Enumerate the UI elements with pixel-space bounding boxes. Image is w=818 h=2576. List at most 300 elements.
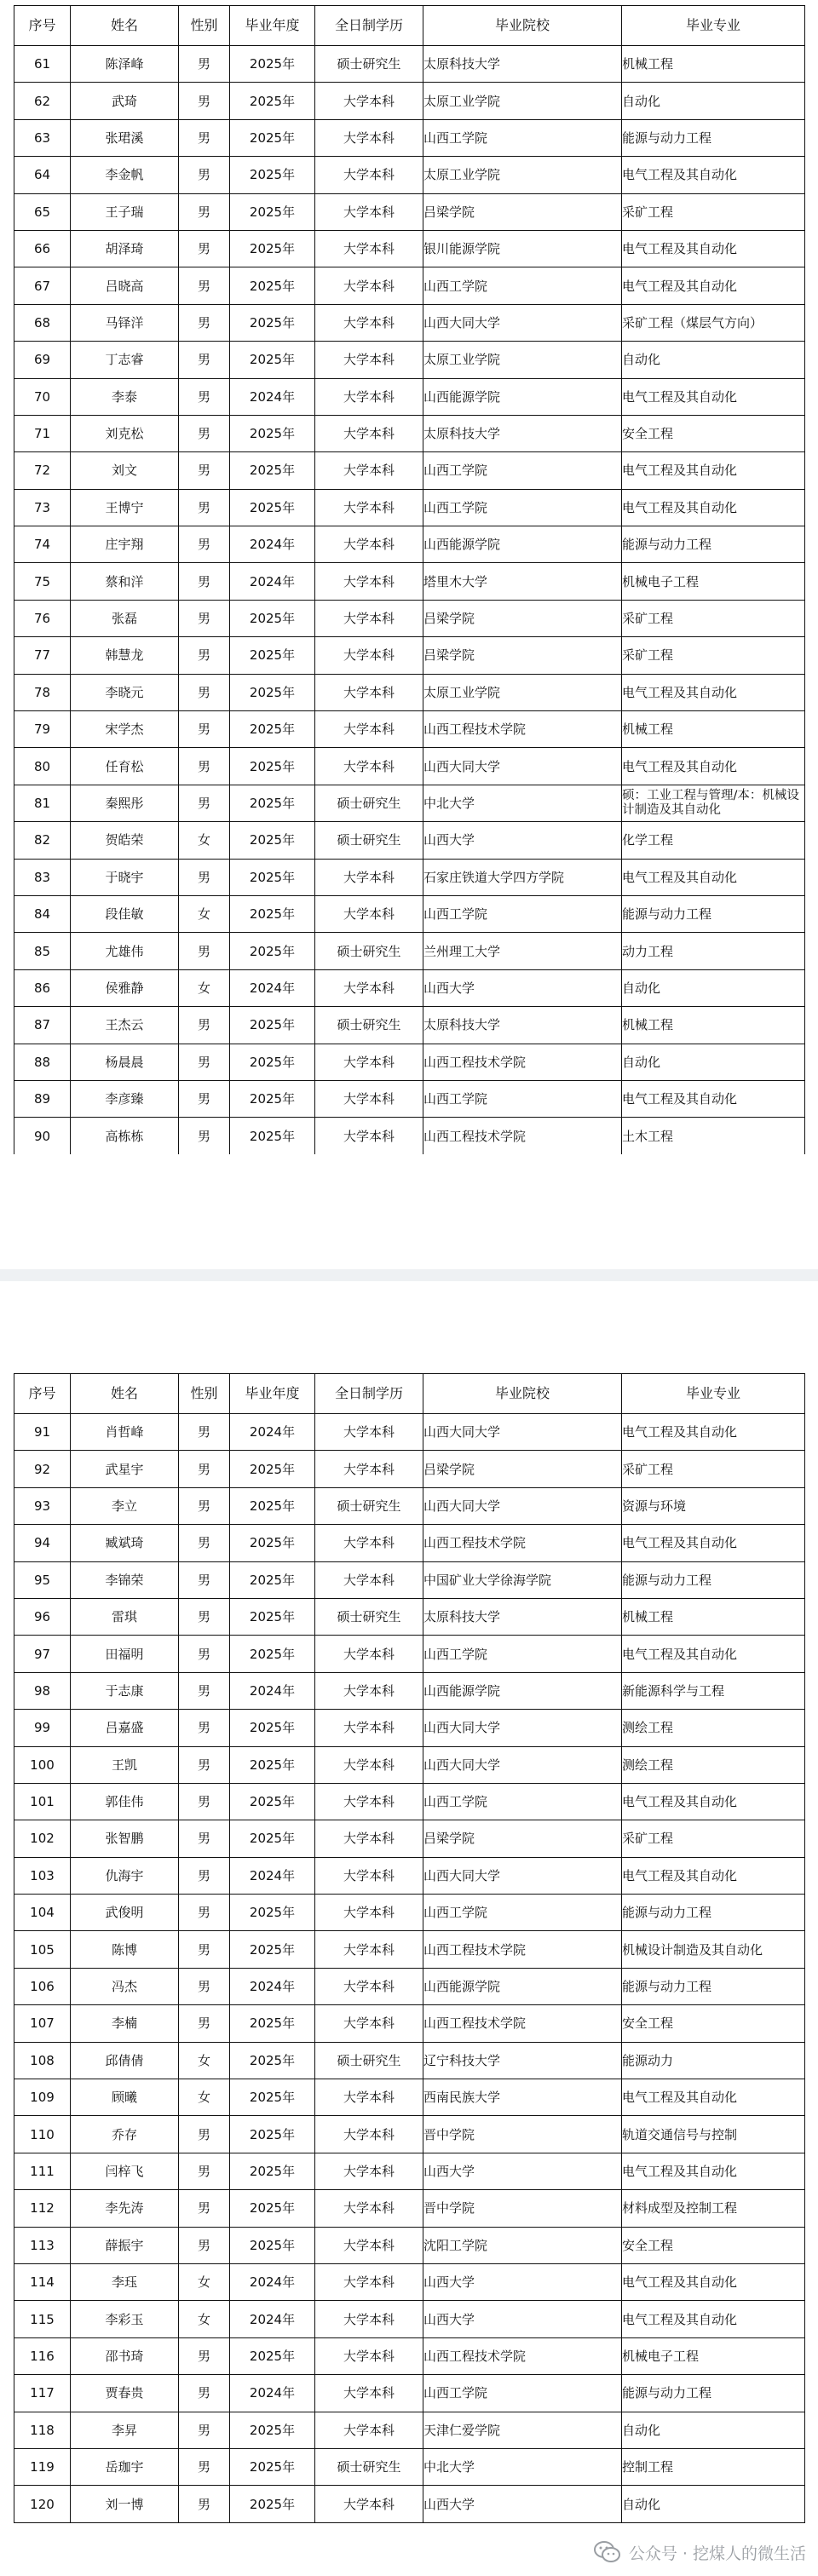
- cell-year: 2025年: [230, 2116, 315, 2153]
- cell-degree: 大学本科: [315, 1931, 423, 1968]
- cell-gender: 男: [179, 1118, 230, 1154]
- cell-school: 山西大同大学: [423, 304, 622, 341]
- cell-major: 机械工程: [622, 1007, 805, 1044]
- cell-name: 李锦荣: [71, 1561, 179, 1598]
- cell-gender: 男: [179, 378, 230, 415]
- cell-no: 71: [14, 415, 71, 451]
- cell-name: 邱倩倩: [71, 2042, 179, 2079]
- cell-gender: 男: [179, 230, 230, 267]
- cell-major: 电气工程及其自动化: [622, 2301, 805, 2337]
- cell-major: 电气工程及其自动化: [622, 859, 805, 895]
- cell-gender: 男: [179, 2190, 230, 2227]
- cell-no: 81: [14, 785, 71, 821]
- table-row: [14, 157, 805, 193]
- cell-year: 2025年: [230, 1525, 315, 1561]
- table-row: [14, 2079, 805, 2116]
- cell-gender: 男: [179, 304, 230, 341]
- table-row: [14, 2005, 805, 2042]
- cell-gender: 男: [179, 1710, 230, 1746]
- cell-gender: 男: [179, 2375, 230, 2412]
- table-row: [14, 230, 805, 267]
- cell-no: 92: [14, 1451, 71, 1487]
- cell-degree: 大学本科: [315, 1968, 423, 2004]
- cell-major: 电气工程及其自动化: [622, 748, 805, 785]
- cell-no: 107: [14, 2005, 71, 2042]
- cell-gender: 男: [179, 563, 230, 600]
- page-separator: [0, 1269, 818, 1281]
- cell-name: 任育松: [71, 748, 179, 785]
- table-row: [14, 1820, 805, 1857]
- cell-major: 电气工程及其自动化: [622, 267, 805, 304]
- cell-major: 采矿工程（煤层气方向）: [622, 304, 805, 341]
- cell-gender: 男: [179, 1672, 230, 1709]
- cell-school: 石家庄铁道大学四方学院: [423, 859, 622, 895]
- cell-gender: 女: [179, 895, 230, 932]
- cell-no: 84: [14, 895, 71, 932]
- cell-school: 山西大学: [423, 969, 622, 1006]
- cell-no: 78: [14, 674, 71, 710]
- cell-major: 测绘工程: [622, 1710, 805, 1746]
- cell-no: 69: [14, 342, 71, 378]
- cell-year: 2025年: [230, 2005, 315, 2042]
- cell-degree: 大学本科: [315, 2116, 423, 2153]
- cell-major: 电气工程及其自动化: [622, 452, 805, 489]
- cell-degree: 大学本科: [315, 1414, 423, 1451]
- cell-year: 2025年: [230, 1783, 315, 1820]
- cell-no: 65: [14, 193, 71, 230]
- cell-gender: 男: [179, 119, 230, 156]
- cell-degree: 大学本科: [315, 2375, 423, 2412]
- table-row: [14, 46, 805, 83]
- cell-school: 太原工业学院: [423, 674, 622, 710]
- cell-school: 山西大同大学: [423, 748, 622, 785]
- cell-name: 肖哲峰: [71, 1414, 179, 1451]
- cell-gender: 男: [179, 2227, 230, 2263]
- table-row: [14, 748, 805, 785]
- cell-school: 兰州理工大学: [423, 933, 622, 969]
- cell-major: 动力工程: [622, 933, 805, 969]
- cell-no: 63: [14, 119, 71, 156]
- table-row: [14, 1598, 805, 1635]
- cell-school: 吕梁学院: [423, 600, 622, 636]
- table-body: [14, 46, 805, 1155]
- cell-year: 2025年: [230, 933, 315, 969]
- cell-no: 110: [14, 2116, 71, 2153]
- cell-name: 吕嘉盛: [71, 1710, 179, 1746]
- cell-name: 侯雅静: [71, 969, 179, 1006]
- cell-major: 能源与动力工程: [622, 526, 805, 563]
- cell-year: 2024年: [230, 1414, 315, 1451]
- cell-degree: 大学本科: [315, 748, 423, 785]
- cell-degree: 大学本科: [315, 1895, 423, 1931]
- watermark: [593, 2537, 806, 2567]
- cell-degree: 硕士研究生: [315, 822, 423, 859]
- table-row: [14, 969, 805, 1006]
- cell-school: 山西大学: [423, 2263, 622, 2300]
- cell-year: 2025年: [230, 1007, 315, 1044]
- table-row: [14, 2301, 805, 2337]
- cell-school: 山西大学: [423, 822, 622, 859]
- cell-no: 119: [14, 2448, 71, 2485]
- cell-degree: 大学本科: [315, 83, 423, 119]
- cell-gender: 男: [179, 342, 230, 378]
- cell-gender: 男: [179, 785, 230, 821]
- cell-year: 2025年: [230, 859, 315, 895]
- cell-major: 机械工程: [622, 711, 805, 748]
- cell-year: 2024年: [230, 1857, 315, 1894]
- cell-gender: 男: [179, 1414, 230, 1451]
- cell-name: 韩慧龙: [71, 637, 179, 674]
- cell-year: 2024年: [230, 526, 315, 563]
- cell-gender: 女: [179, 969, 230, 1006]
- cell-degree: 硕士研究生: [315, 785, 423, 821]
- cell-no: 102: [14, 1820, 71, 1857]
- cell-school: 太原工业学院: [423, 342, 622, 378]
- cell-degree: 大学本科: [315, 2079, 423, 2116]
- cell-school: 吕梁学院: [423, 1451, 622, 1487]
- cell-school: 晋中学院: [423, 2190, 622, 2227]
- cell-major: 控制工程: [622, 2448, 805, 2485]
- cell-degree: 大学本科: [315, 1746, 423, 1783]
- cell-name: 刘一博: [71, 2486, 179, 2522]
- cell-no: 116: [14, 2337, 71, 2374]
- table-row: [14, 1080, 805, 1117]
- table-row: [14, 1561, 805, 1598]
- cell-no: 109: [14, 2079, 71, 2116]
- table-row: [14, 1931, 805, 1968]
- cell-name: 武琦: [71, 83, 179, 119]
- cell-name: 田福明: [71, 1636, 179, 1672]
- table-row: [14, 378, 805, 415]
- table-row: [14, 1968, 805, 2004]
- cell-school: 塔里木大学: [423, 563, 622, 600]
- cell-degree: 大学本科: [315, 2227, 423, 2263]
- cell-year: 2025年: [230, 304, 315, 341]
- cell-no: 67: [14, 267, 71, 304]
- cell-gender: 女: [179, 2301, 230, 2337]
- cell-gender: 男: [179, 711, 230, 748]
- cell-no: 106: [14, 1968, 71, 2004]
- cell-no: 100: [14, 1746, 71, 1783]
- cell-year: 2025年: [230, 637, 315, 674]
- cell-gender: 女: [179, 2079, 230, 2116]
- cell-school: 吕梁学院: [423, 1820, 622, 1857]
- cell-name: 秦熙彤: [71, 785, 179, 821]
- cell-year: 2025年: [230, 2079, 315, 2116]
- table-row: [14, 1487, 805, 1524]
- cell-gender: 女: [179, 822, 230, 859]
- cell-no: 74: [14, 526, 71, 563]
- cell-year: 2025年: [230, 1118, 315, 1154]
- cell-year: 2025年: [230, 2412, 315, 2448]
- cell-name: 李金帆: [71, 157, 179, 193]
- cell-gender: 男: [179, 674, 230, 710]
- cell-no: 112: [14, 2190, 71, 2227]
- cell-year: 2024年: [230, 378, 315, 415]
- roster-table: [14, 1373, 805, 2523]
- cell-gender: 男: [179, 267, 230, 304]
- header-seq: 序号: [14, 1374, 71, 1414]
- cell-major: 电气工程及其自动化: [622, 1080, 805, 1117]
- cell-major: 测绘工程: [622, 1746, 805, 1783]
- table-row: [14, 342, 805, 378]
- cell-year: 2025年: [230, 711, 315, 748]
- cell-gender: 男: [179, 1561, 230, 1598]
- cell-degree: 大学本科: [315, 600, 423, 636]
- cell-major: 安全工程: [622, 2005, 805, 2042]
- cell-name: 邵书琦: [71, 2337, 179, 2374]
- table-row: [14, 119, 805, 156]
- table-row: [14, 2337, 805, 2374]
- header-name: 姓名: [71, 1374, 179, 1414]
- cell-major: 自动化: [622, 2486, 805, 2522]
- cell-no: 98: [14, 1672, 71, 1709]
- cell-name: 杨晨晨: [71, 1044, 179, 1080]
- cell-name: 段佳敏: [71, 895, 179, 932]
- table-row: [14, 637, 805, 674]
- cell-degree: 大学本科: [315, 1710, 423, 1746]
- cell-school: 吕梁学院: [423, 637, 622, 674]
- cell-year: 2025年: [230, 1895, 315, 1931]
- cell-year: 2025年: [230, 267, 315, 304]
- watermark-text: 公众号 · 挖煤人的微生活: [628, 2544, 806, 2563]
- cell-major: 能源与动力工程: [622, 2375, 805, 2412]
- cell-no: 91: [14, 1414, 71, 1451]
- cell-school: 山西工程技术学院: [423, 2005, 622, 2042]
- cell-school: 山西工学院: [423, 489, 622, 526]
- cell-school: 山西工程技术学院: [423, 1044, 622, 1080]
- cell-year: 2025年: [230, 193, 315, 230]
- cell-school: 山西大学: [423, 2486, 622, 2522]
- cell-year: 2025年: [230, 157, 315, 193]
- table-row: [14, 600, 805, 636]
- cell-gender: 男: [179, 1044, 230, 1080]
- cell-major: 自动化: [622, 969, 805, 1006]
- cell-year: 2025年: [230, 2042, 315, 2079]
- roster-table-page-2: [14, 1373, 804, 2523]
- cell-degree: 大学本科: [315, 2412, 423, 2448]
- cell-year: 2025年: [230, 1451, 315, 1487]
- table-row: [14, 1007, 805, 1044]
- cell-major: 电气工程及其自动化: [622, 1857, 805, 1894]
- cell-major: 采矿工程: [622, 637, 805, 674]
- table-row: [14, 2042, 805, 2079]
- table-row: [14, 1414, 805, 1451]
- cell-degree: 大学本科: [315, 1080, 423, 1117]
- cell-name: 雷琪: [71, 1598, 179, 1635]
- cell-name: 尤雄伟: [71, 933, 179, 969]
- cell-name: 郭佳伟: [71, 1783, 179, 1820]
- table-row: [14, 1451, 805, 1487]
- cell-school: 西南民族大学: [423, 2079, 622, 2116]
- cell-name: 刘克松: [71, 415, 179, 451]
- cell-name: 刘文: [71, 452, 179, 489]
- cell-major: 电气工程及其自动化: [622, 2153, 805, 2189]
- cell-year: 2024年: [230, 1968, 315, 2004]
- table-row: [14, 674, 805, 710]
- cell-gender: 男: [179, 933, 230, 969]
- table-row: [14, 563, 805, 600]
- cell-no: 82: [14, 822, 71, 859]
- cell-major: 自动化: [622, 83, 805, 119]
- cell-degree: 大学本科: [315, 711, 423, 748]
- cell-gender: 男: [179, 526, 230, 563]
- cell-major: 机械电子工程: [622, 2337, 805, 2374]
- cell-school: 山西工学院: [423, 1783, 622, 1820]
- cell-school: 山西工学院: [423, 1636, 622, 1672]
- cell-gender: 男: [179, 1857, 230, 1894]
- header-major: 毕业专业: [622, 6, 805, 46]
- cell-gender: 男: [179, 2153, 230, 2189]
- cell-year: 2025年: [230, 1931, 315, 1968]
- cell-school: 太原科技大学: [423, 46, 622, 83]
- cell-year: 2025年: [230, 1598, 315, 1635]
- cell-year: 2025年: [230, 2448, 315, 2485]
- cell-degree: 大学本科: [315, 2190, 423, 2227]
- cell-school: 山西工学院: [423, 895, 622, 932]
- table-row: [14, 415, 805, 451]
- cell-school: 晋中学院: [423, 2116, 622, 2153]
- cell-name: 王博宁: [71, 489, 179, 526]
- cell-year: 2025年: [230, 1636, 315, 1672]
- cell-name: 王凯: [71, 1746, 179, 1783]
- cell-name: 李立: [71, 1487, 179, 1524]
- cell-gender: 男: [179, 2486, 230, 2522]
- cell-major: 化学工程: [622, 822, 805, 859]
- cell-major: 新能源科学与工程: [622, 1672, 805, 1709]
- cell-major: 能源动力: [622, 2042, 805, 2079]
- cell-no: 114: [14, 2263, 71, 2300]
- header-degree: 全日制学历: [315, 6, 423, 46]
- cell-name: 李彩玉: [71, 2301, 179, 2337]
- cell-degree: 大学本科: [315, 1672, 423, 1709]
- cell-name: 顾曦: [71, 2079, 179, 2116]
- cell-gender: 男: [179, 1895, 230, 1931]
- cell-no: 72: [14, 452, 71, 489]
- cell-gender: 男: [179, 859, 230, 895]
- cell-name: 蔡和洋: [71, 563, 179, 600]
- cell-major: 能源与动力工程: [622, 1968, 805, 2004]
- cell-degree: 大学本科: [315, 1044, 423, 1080]
- cell-school: 中北大学: [423, 2448, 622, 2485]
- cell-name: 岳珈宇: [71, 2448, 179, 2485]
- cell-degree: 硕士研究生: [315, 933, 423, 969]
- header-seq: 序号: [14, 6, 71, 46]
- cell-school: 山西能源学院: [423, 378, 622, 415]
- cell-no: 66: [14, 230, 71, 267]
- table-row: [14, 1710, 805, 1746]
- cell-school: 山西大同大学: [423, 1487, 622, 1524]
- cell-name: 陈泽峰: [71, 46, 179, 83]
- cell-major: 电气工程及其自动化: [622, 2079, 805, 2116]
- table-row: [14, 1118, 805, 1154]
- cell-school: 山西工程技术学院: [423, 2337, 622, 2374]
- cell-degree: 大学本科: [315, 230, 423, 267]
- cell-name: 仇海宇: [71, 1857, 179, 1894]
- page-break: [0, 1154, 818, 1373]
- cell-no: 104: [14, 1895, 71, 1931]
- cell-year: 2024年: [230, 969, 315, 1006]
- cell-major: 机械设计制造及其自动化: [622, 1931, 805, 1968]
- table-row: [14, 1783, 805, 1820]
- table-row: [14, 2153, 805, 2189]
- cell-gender: 男: [179, 157, 230, 193]
- cell-year: 2025年: [230, 895, 315, 932]
- cell-school: 山西工学院: [423, 119, 622, 156]
- header-year: 毕业年度: [230, 6, 315, 46]
- cell-name: 李昇: [71, 2412, 179, 2448]
- cell-major: 能源与动力工程: [622, 119, 805, 156]
- cell-no: 75: [14, 563, 71, 600]
- cell-gender: 男: [179, 193, 230, 230]
- table-row: [14, 1672, 805, 1709]
- cell-school: 太原工业学院: [423, 83, 622, 119]
- cell-gender: 男: [179, 452, 230, 489]
- cell-major: 硕：工业工程与管理/本：机械设计制造及其自动化: [622, 785, 805, 821]
- cell-school: 山西大学: [423, 2153, 622, 2189]
- cell-no: 86: [14, 969, 71, 1006]
- cell-school: 山西大学: [423, 2301, 622, 2337]
- table-row: [14, 711, 805, 748]
- cell-gender: 男: [179, 46, 230, 83]
- cell-major: 轨道交通信号与控制: [622, 2116, 805, 2153]
- cell-year: 2025年: [230, 674, 315, 710]
- cell-gender: 男: [179, 2337, 230, 2374]
- cell-year: 2025年: [230, 748, 315, 785]
- cell-name: 李彦臻: [71, 1080, 179, 1117]
- cell-major: 采矿工程: [622, 600, 805, 636]
- cell-major: 采矿工程: [622, 193, 805, 230]
- cell-no: 73: [14, 489, 71, 526]
- cell-degree: 大学本科: [315, 563, 423, 600]
- table-row: [14, 1525, 805, 1561]
- cell-name: 丁志睿: [71, 342, 179, 378]
- cell-major: 土木工程: [622, 1118, 805, 1154]
- cell-degree: 大学本科: [315, 119, 423, 156]
- cell-name: 张智鹏: [71, 1820, 179, 1857]
- table-row: [14, 2486, 805, 2522]
- cell-major: 机械工程: [622, 46, 805, 83]
- wechat-icon: [593, 2538, 622, 2567]
- cell-no: 108: [14, 2042, 71, 2079]
- cell-no: 96: [14, 1598, 71, 1635]
- cell-school: 沈阳工学院: [423, 2227, 622, 2263]
- cell-degree: 大学本科: [315, 1118, 423, 1154]
- cell-gender: 男: [179, 415, 230, 451]
- cell-year: 2025年: [230, 2486, 315, 2522]
- cell-degree: 大学本科: [315, 342, 423, 378]
- cell-degree: 硕士研究生: [315, 1598, 423, 1635]
- cell-gender: 男: [179, 1598, 230, 1635]
- cell-no: 115: [14, 2301, 71, 2337]
- cell-year: 2024年: [230, 2301, 315, 2337]
- cell-name: 王杰云: [71, 1007, 179, 1044]
- cell-no: 97: [14, 1636, 71, 1672]
- cell-name: 王子瑞: [71, 193, 179, 230]
- cell-degree: 大学本科: [315, 895, 423, 932]
- cell-year: 2024年: [230, 2375, 315, 2412]
- cell-name: 李珏: [71, 2263, 179, 2300]
- cell-no: 118: [14, 2412, 71, 2448]
- table-row: [14, 489, 805, 526]
- cell-school: 山西大同大学: [423, 1414, 622, 1451]
- cell-name: 张磊: [71, 600, 179, 636]
- table-row: [14, 933, 805, 969]
- table-row: [14, 2190, 805, 2227]
- cell-gender: 男: [179, 1451, 230, 1487]
- cell-name: 张珺溪: [71, 119, 179, 156]
- cell-gender: 男: [179, 1746, 230, 1783]
